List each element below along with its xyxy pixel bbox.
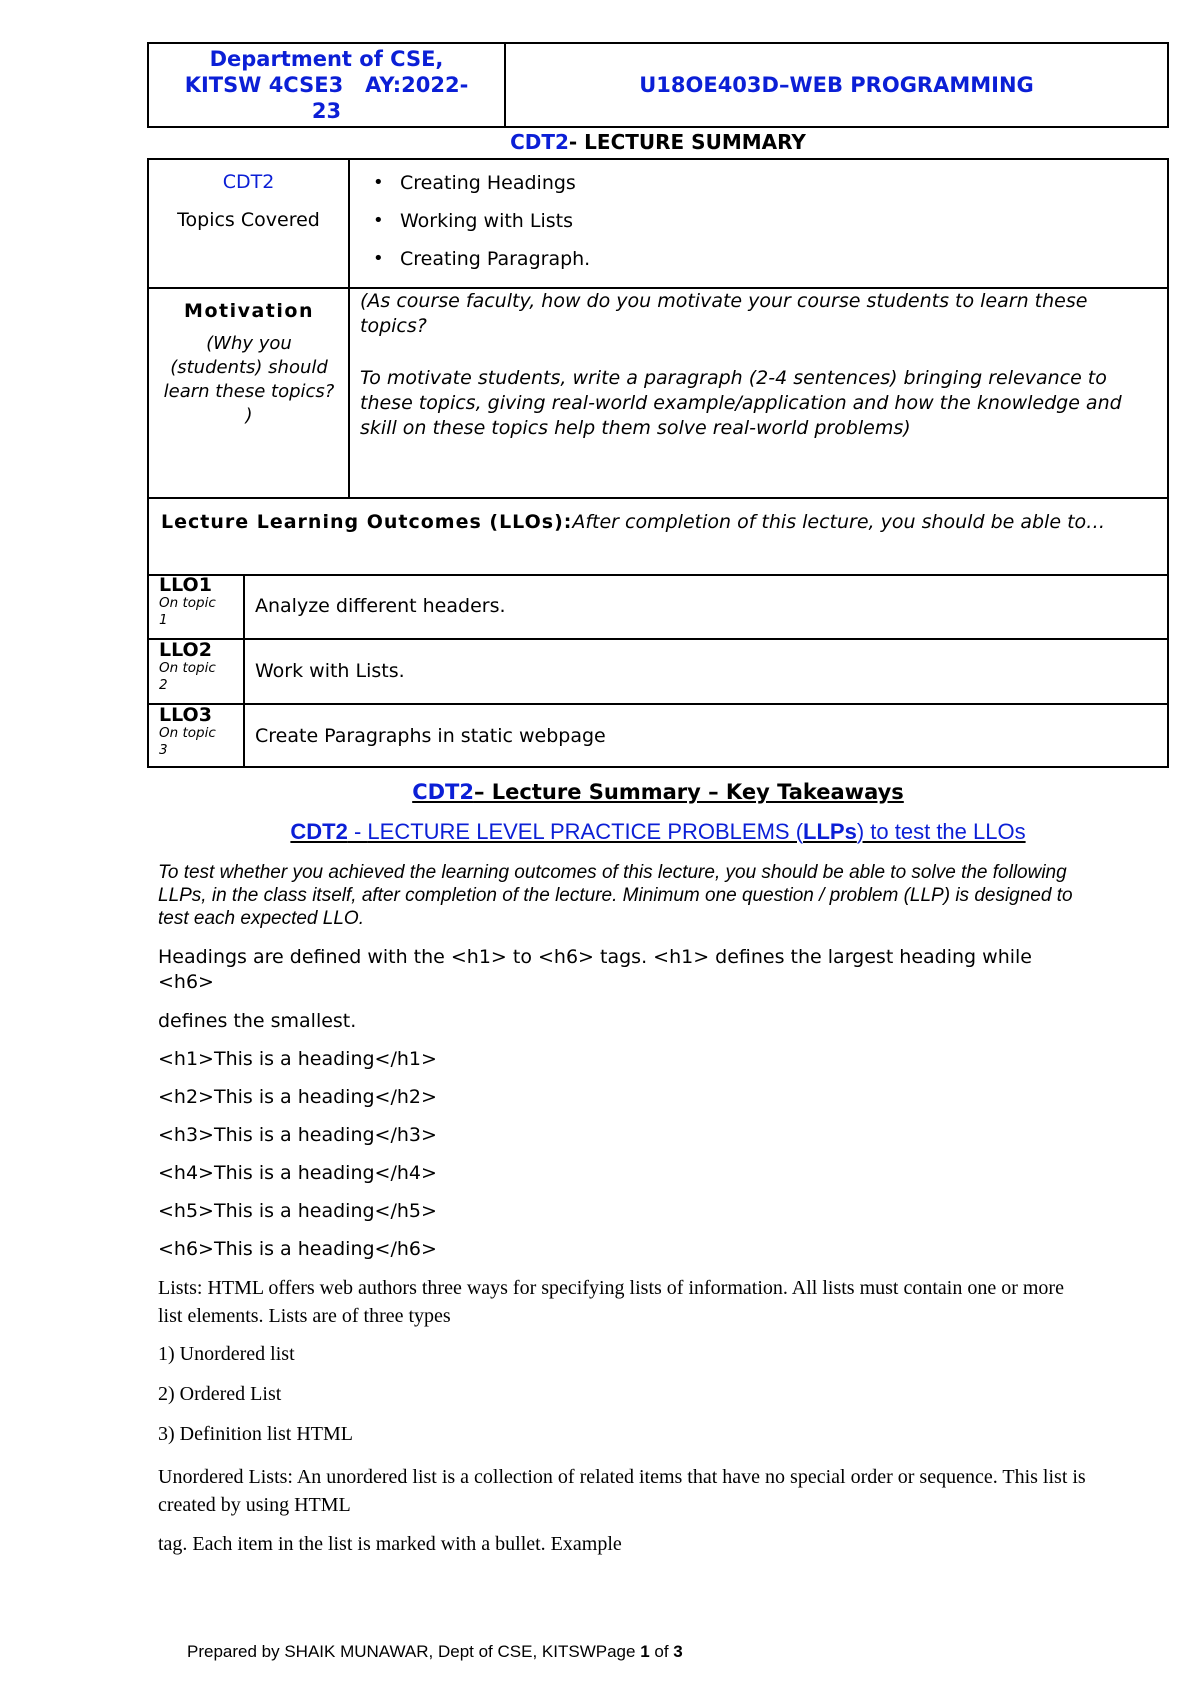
motivation-label-cell: [163, 300, 335, 428]
llp-code: CDT2: [290, 819, 348, 844]
motivation-subtitle: (Why you (students) should learn these topics? ): [163, 333, 335, 426]
summary-title-text: - LECTURE SUMMARY: [568, 130, 806, 154]
heading-example: <h6>This is a heading</h6>: [158, 1238, 437, 1260]
list-type: 2) Ordered List: [158, 1383, 282, 1405]
lecture-summary-table: [147, 158, 1169, 768]
llo-topic: On topic: [159, 660, 216, 676]
divider: [348, 160, 350, 497]
motivation-question: (As course faculty, how do you motivate your course students to learn these topics?: [360, 290, 1088, 337]
divider: [149, 703, 1167, 705]
llo-id-cell: [159, 575, 243, 629]
topics-list: [360, 164, 590, 278]
llo-id-cell: [159, 640, 243, 694]
summary-code: CDT2: [510, 130, 569, 154]
lecture-summary-title: [147, 130, 1169, 154]
heading-example: <h3>This is a heading</h3>: [158, 1124, 437, 1146]
unordered-continued: tag. Each item in the list is marked with a bullet. Example: [158, 1533, 622, 1555]
footer-of-word: of: [649, 1642, 674, 1661]
llo-text: Work with Lists.: [255, 660, 405, 682]
lists-intro: Lists: HTML offers web authors three ways for specifying lists of information. All lists must contain one or more list elements. Lists are of three types: [158, 1277, 1064, 1327]
llo-text: Analyze different headers.: [255, 595, 506, 617]
heading-example: <h4>This is a heading</h4>: [158, 1162, 437, 1184]
footer-prefix: Prepared by SHAIK MUNAWAR, Dept of CSE, KITSW: [187, 1642, 596, 1661]
motivation-title: Motivation: [184, 300, 314, 322]
course-title: U18OE403D–WEB PROGRAMMING: [639, 73, 1034, 97]
topics-label: Topics Covered: [177, 209, 320, 231]
page-number: 1: [640, 1642, 650, 1661]
divider: [149, 497, 1167, 499]
list-type: 1) Unordered list: [158, 1343, 295, 1365]
divider: [149, 638, 1167, 640]
heading-example: <h2>This is a heading</h2>: [158, 1086, 437, 1108]
llo-topic: On topic: [159, 725, 216, 741]
llo-topic-number: 1: [159, 612, 168, 628]
topic-item: • Working with Lists: [360, 202, 590, 240]
llo-id: LLO1: [159, 574, 212, 596]
llp-title-pre: LECTURE LEVEL PRACTICE PROBLEMS (: [367, 819, 804, 844]
topics-label-cell: [149, 170, 348, 233]
llo-header: [161, 510, 1161, 535]
llp-intro: To test whether you achieved the learning outcomes of this lecture, you should be able to solve the following LLPs, in the class itself, after completion of the lecture. Minimum one question / problem (LLP) is designed to test each expected LLO.: [158, 862, 1073, 929]
headings-intro: Headings are defined with the <h1> to <h6> tags. <h1> defines the largest heading while <h6>: [158, 946, 1032, 993]
document-header: [147, 42, 1169, 128]
motivation-text-cell: [360, 289, 1160, 441]
unordered-description: Unordered Lists: An unordered list is a collection of related items that have no special order or sequence. This list is created by using HTML: [158, 1466, 1086, 1516]
class-year: KITSW 4CSE3 AY:2022-: [184, 73, 469, 97]
topic-item: • Creating Paragraph.: [360, 240, 590, 278]
page-footer: [187, 1642, 683, 1662]
headings-continued: defines the smallest.: [158, 1010, 357, 1032]
key-takeaways-code: CDT2: [412, 780, 474, 804]
department-name: Department of CSE,: [209, 47, 444, 71]
department-cell: [149, 44, 506, 126]
llp-title: [147, 819, 1169, 845]
topic-item: • Creating Headings: [360, 164, 590, 202]
footer-page-word: Page: [595, 1642, 641, 1661]
llo-id: LLO3: [159, 704, 212, 726]
course-cell: [506, 44, 1167, 126]
key-takeaways-title: [147, 780, 1169, 804]
llp-dash: -: [347, 819, 368, 844]
heading-example: <h1>This is a heading</h1>: [158, 1048, 437, 1070]
motivation-instruction: To motivate students, write a paragraph (2-4 sentences) bringing relevance to these topics, giving real-world example/application and how the knowledge and skill on these topics help them solve real-world problems): [360, 367, 1122, 439]
llo-id: LLO2: [159, 639, 212, 661]
heading-example: <h5>This is a heading</h5>: [158, 1200, 437, 1222]
llo-topic: On topic: [159, 595, 216, 611]
llo-topic-number: 3: [159, 742, 168, 758]
class-year-tail: 23: [311, 99, 342, 123]
llo-id-cell: [159, 705, 243, 759]
divider: [243, 574, 245, 768]
key-takeaways-text: – Lecture Summary – Key Takeaways: [473, 780, 904, 804]
llo-header-bold: Lecture Learning Outcomes (LLOs):: [161, 511, 573, 533]
llp-title-bold: LLPs: [803, 819, 857, 844]
topics-code: CDT2: [222, 171, 275, 193]
llp-title-post: ) to test the LLOs: [856, 819, 1026, 844]
llo-text: Create Paragraphs in static webpage: [255, 725, 606, 747]
divider: [149, 574, 1167, 576]
page-total: 3: [673, 1642, 683, 1661]
list-type: 3) Definition list HTML: [158, 1423, 353, 1445]
llo-topic-number: 2: [159, 677, 168, 693]
llo-header-italic: After completion of this lecture, you should be able to…: [572, 511, 1106, 533]
